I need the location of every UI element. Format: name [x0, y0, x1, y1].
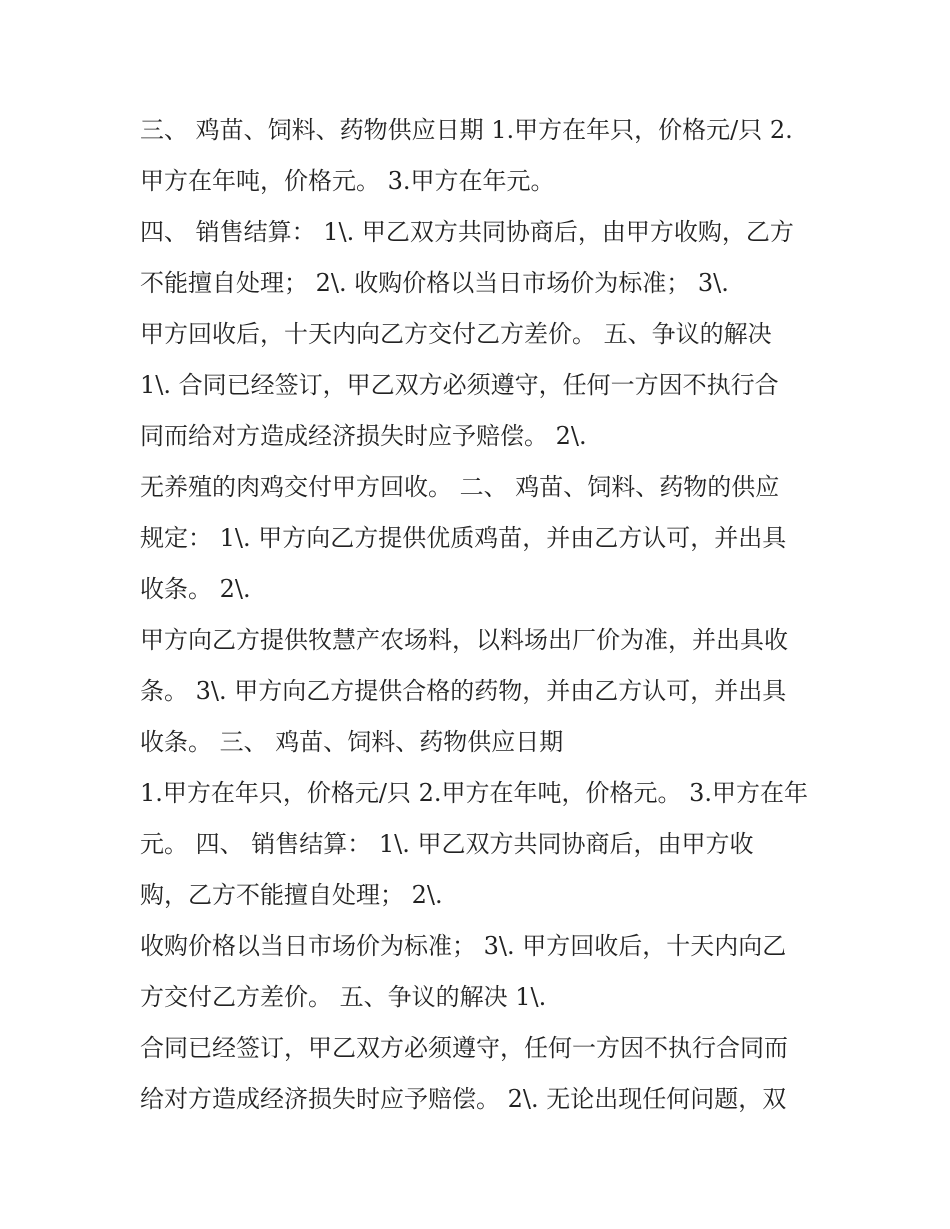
- text-line: 四、 销售结算： 1\. 甲乙双方共同协商后，由甲方收购，乙方: [140, 218, 794, 246]
- text-line: 收条。 三、 鸡苗、饲料、药物供应日期: [140, 728, 564, 756]
- text-line: 方交付乙方差价。 五、争议的解决 1\.: [140, 983, 547, 1011]
- text-line: 购，乙方不能擅自处理； 2\.: [140, 881, 443, 909]
- contract-text: [140, 105, 820, 1125]
- text-line: 三、 鸡苗、饲料、药物供应日期 1.甲方在年只，价格元/只 2.: [140, 116, 793, 144]
- text-line: 元。 四、 销售结算： 1\. 甲乙双方共同协商后，由甲方收: [140, 830, 754, 858]
- text-line: 给对方造成经济损失时应予赔偿。 2\. 无论出现任何问题，双: [140, 1085, 787, 1113]
- text-line: 甲方在年吨，价格元。 3.甲方在年元。: [140, 167, 555, 195]
- text-line: 合同已经签订，甲乙双方必须遵守，任何一方因不执行合同而: [140, 1034, 788, 1062]
- text-line: 1\. 合同已经签订，甲乙双方必须遵守，任何一方因不执行合: [140, 371, 779, 399]
- text-line: 收条。 2\.: [140, 575, 251, 603]
- text-line: 条。 3\. 甲方向乙方提供合格的药物，并由乙方认可，并出具: [140, 677, 787, 705]
- text-line: 1.甲方在年只，价格元/只 2.甲方在年吨，价格元。 3.甲方在年: [140, 779, 809, 807]
- text-line: 无养殖的肉鸡交付甲方回收。 二、 鸡苗、饲料、药物的供应: [140, 473, 780, 501]
- text-line: 不能擅自处理； 2\. 收购价格以当日市场价为标准； 3\.: [140, 269, 729, 297]
- text-line: 甲方向乙方提供牧慧产农场料，以料场出厂价为准，并出具收: [140, 626, 788, 654]
- text-line: 规定： 1\. 甲方向乙方提供优质鸡苗，并由乙方认可，并出具: [140, 524, 787, 552]
- text-line: 同而给对方造成经济损失时应予赔偿。 2\.: [140, 422, 587, 450]
- text-line: 甲方回收后，十天内向乙方交付乙方差价。 五、争议的解决: [140, 320, 772, 348]
- text-line: 收购价格以当日市场价为标准； 3\. 甲方回收后，十天内向乙: [140, 932, 787, 960]
